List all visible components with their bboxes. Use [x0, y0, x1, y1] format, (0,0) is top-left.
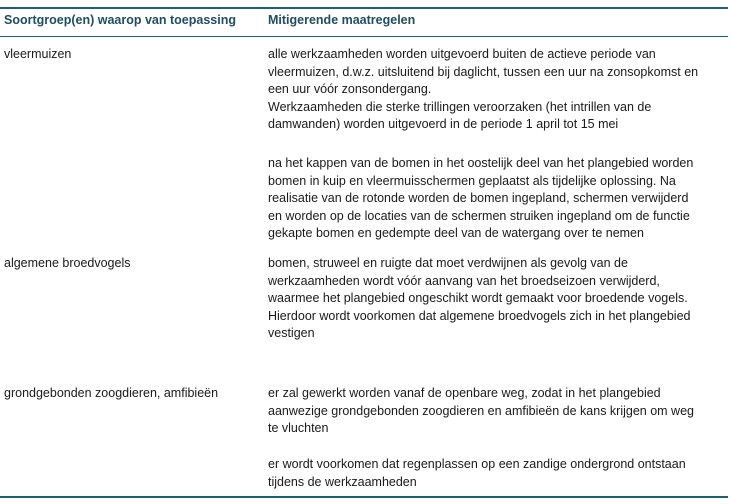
text-line: te vluchten	[268, 421, 329, 435]
text-line: aanwezige grondgebonden zoogdieren en amfibieën de kans krijgen om weg	[268, 403, 694, 418]
text-line: damwanden) worden uitgevoerd in de periode 1 april tot 15 mei	[268, 117, 619, 131]
text-line: alle werkzaamheden worden uitgevoerd buiten de actieve periode van	[268, 47, 656, 61]
measure-broedvogels-1	[268, 255, 690, 343]
table-bottom-rule	[0, 496, 728, 498]
species-cell-zoogdieren-amfibieen: grondgebonden zoogdieren, amfibieën	[4, 386, 219, 400]
text-line: bomen, struweel en ruigte dat moet verdwijnen als gevolg van de	[268, 256, 628, 270]
column-header-measures: Mitigerende maatregelen	[268, 13, 416, 27]
text-line: er zal gewerkt worden vanaf de openbare weg, zodat in het plangebied	[268, 386, 661, 400]
text-line: Hierdoor wordt voorkomen dat algemene broedvogels zich in het plangebied	[268, 308, 691, 323]
text-line: waarmee het plangebied ongeschikt wordt gemaakt voor broedende vogels.	[268, 291, 688, 305]
column-header-species: Soortgroep(en) waarop van toepassing	[4, 13, 236, 27]
text-line: Werkzaamheden die sterke trillingen veroorzaken (het intrillen van de	[268, 99, 652, 114]
text-line: gekapte bomen en gedempte deel van de watergang over te nemen	[268, 226, 644, 240]
table-top-rule	[0, 7, 728, 9]
text-line: werkzaamheden wordt vóór aanvang van het broedseizoen verwijderd,	[268, 273, 660, 288]
text-line: vestigen	[268, 326, 315, 340]
measure-vleermuizen-2	[268, 155, 693, 243]
text-line: na het kappen van de bomen in het oostelijk deel van het plangebied worden	[268, 156, 694, 170]
species-cell-vleermuizen: vleermuizen	[4, 47, 72, 61]
text-line: bomen in kuip en vleermuisschermen geplaatst als tijdelijke oplossing. Na	[268, 173, 676, 188]
measure-vleermuizen-1	[268, 46, 698, 134]
text-line: er wordt voorkomen dat regenplassen op een zandige ondergrond ontstaan	[268, 457, 686, 471]
text-line: tijdens de werkzaamheden	[268, 474, 417, 489]
table-header-rule	[0, 36, 728, 37]
species-cell-broedvogels: algemene broedvogels	[4, 256, 131, 270]
measure-zoogdieren-1	[268, 385, 694, 438]
text-line: vleermuizen, d.w.z. uitsluitend bij daglicht, tussen een uur na zonsopkomst en	[268, 64, 699, 79]
measure-zoogdieren-2	[268, 456, 686, 491]
text-line: een uur vóór zonsondergang.	[268, 82, 432, 96]
text-line: en worden op de locaties van de schermen struiken ingepland om de functie	[268, 208, 690, 223]
text-line: realisatie van de rotonde worden de bomen ingepland, schermen verwijderd	[268, 191, 689, 205]
